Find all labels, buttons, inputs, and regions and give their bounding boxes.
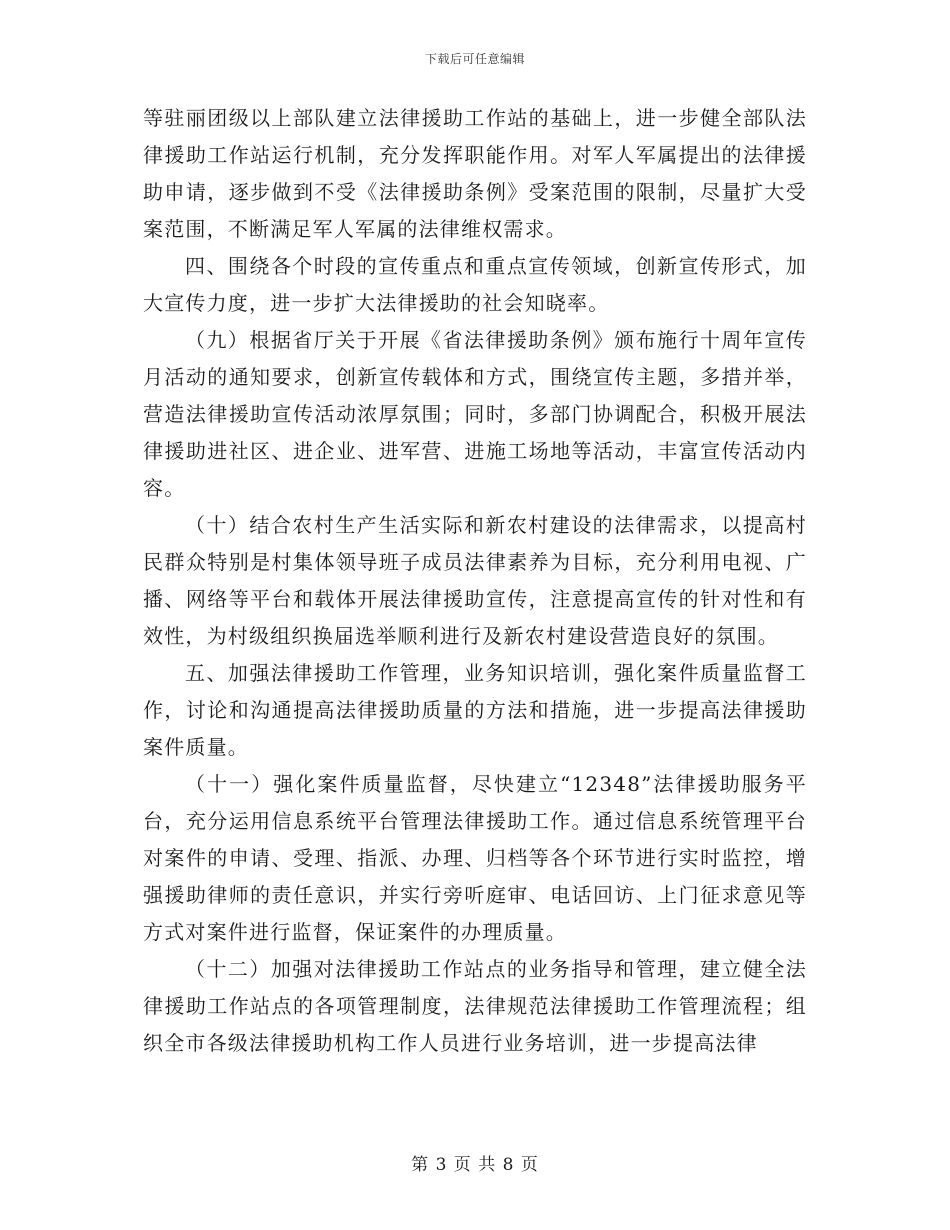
- paragraph-item-twelve: （十二）加强对法律援助工作站点的业务指导和管理，建立健全法律援助工作站点的各项管理制度，法律规范法律援助工作管理流程；组织全市各级法律援助机构工作人员进行业务培训，进一步提高法律: [143, 957, 807, 1055]
- page-header: 下载后可任意编辑: [424, 52, 525, 66]
- paragraph-item-ten: （十）结合农村生产生活实际和新农村建设的法律需求，以提高村民群众特别是村集体领导班子成员法律素养为目标，充分利用电视、广播、网络等平台和载体开展法律援助宣传，注意提高宣传的针对性和有效性，为村级组织换届选举顺利进行及新农村建设营造良好的氛围。: [143, 513, 807, 648]
- document-body: [143, 100, 807, 1062]
- paragraph-continuation: 等驻丽团级以上部队建立法律援助工作站的基础上，进一步健全部队法律援助工作站运行机制，充分发挥职能作用。对军人军属提出的法律援助申请，逐步做到不受《法律援助条例》受案范围的限制，尽量扩大受案范围，不断满足军人军属的法律维权需求。: [143, 106, 807, 241]
- page-number-footer: 第 3 页 共 8 页: [411, 1155, 539, 1175]
- paragraph-section-five: 五、加强法律援助工作管理，业务知识培训，强化案件质量监督工作，讨论和沟通提高法律援助质量的方法和措施，进一步提高法律援助案件质量。: [143, 661, 807, 759]
- paragraph-section-four: 四、围绕各个时段的宣传重点和重点宣传领域，创新宣传形式，加大宣传力度，进一步扩大法律援助的社会知晓率。: [143, 254, 807, 315]
- paragraph-item-nine: （九）根据省厅关于开展《省法律援助条例》颁布施行十周年宣传月活动的通知要求，创新宣传载体和方式，围绕宣传主题，多措并举，营造法律援助宣传活动浓厚氛围；同时，多部门协调配合，积极开展法律援助进社区、进企业、进军营、进施工场地等活动，丰富宣传活动内容。: [143, 328, 807, 500]
- paragraph-item-eleven: （十一）强化案件质量监督，尽快建立“12348”法律援助服务平台，充分运用信息系统平台管理法律援助工作。通过信息系统管理平台对案件的申请、受理、指派、办理、归档等各个环节进行实时监控，增强援助律师的责任意识，并实行旁听庭审、电话回访、上门征求意见等方式对案件进行监督，保证案件的办理质量。: [143, 772, 807, 944]
